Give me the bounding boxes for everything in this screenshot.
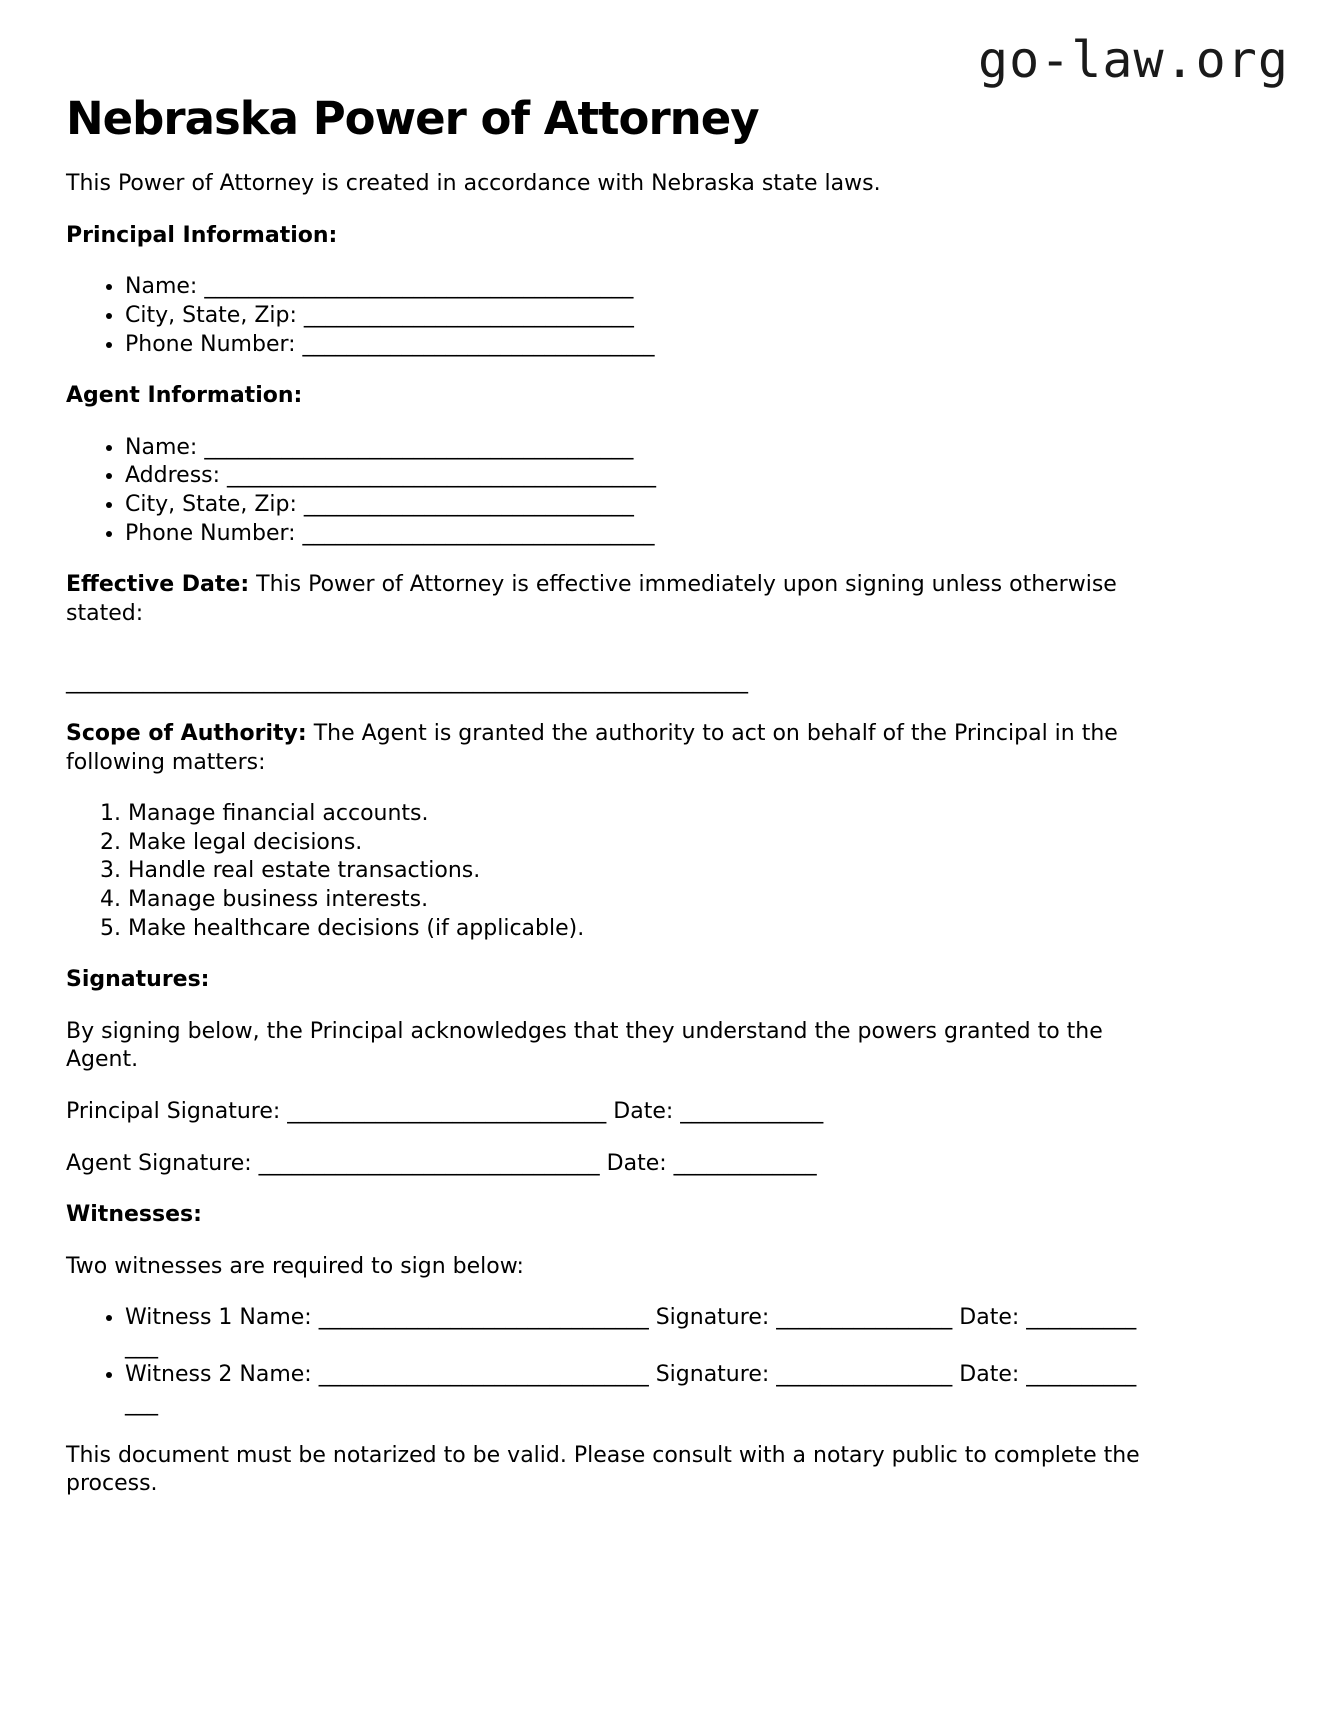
witness-date-blank: _____________ [125,1362,1137,1417]
scope-label: Scope of Authority: [66,720,307,746]
field-label: Name: [125,274,198,300]
blank-line: _______________________________________ [204,434,634,460]
scope-item-real-estate: 3. Handle real estate transactions. [128,857,1146,886]
principal-info-heading: Principal Information: [66,222,338,248]
field-label: Phone Number: [125,331,296,357]
principal-signature-label: Principal Signature: [66,1098,281,1124]
witness-signature-label: Signature: [655,1362,770,1388]
scope-item-legal: 2. Make legal decisions. [128,829,1146,858]
blank-line: _______________________________________ [204,274,634,300]
notarization-notice: This document must be notarized to be valid. Please consult with a notary public to complete the process. [66,1442,1140,1497]
principal-city-state-zip-field [125,302,1146,331]
witnesses-list [66,1304,1146,1418]
document-title: Nebraska Power of Attorney [66,91,759,145]
scope-text: The Agent is granted the authority to act on behalf of the Principal in the following matters: [66,720,1118,775]
blank-line: ______________________________________________________________ [66,669,748,695]
witness-signature-blank: ________________ [776,1305,953,1331]
field-label: City, State, Zip: [125,303,297,329]
scope-authority-list [66,800,1146,943]
witnesses-heading: Witnesses: [66,1202,202,1228]
principal-phone-field [125,331,1146,360]
agent-phone-field [125,520,1146,549]
site-logo: go-law.org [977,31,1289,89]
witness-name-blank: ______________________________ [318,1362,649,1388]
signature-blank-line: _______________________________ [258,1150,600,1176]
signature-blank-line: _____________________________ [287,1098,607,1124]
agent-name-field [125,434,1146,463]
witness-signature-label: Signature: [655,1305,770,1331]
agent-signature-label: Agent Signature: [66,1150,252,1176]
agent-address-field [125,462,1146,491]
blank-line: _______________________________________ [227,463,657,489]
witness-2-row [125,1361,1146,1418]
agent-info-heading: Agent Information: [66,383,303,409]
date-blank-line: _____________ [680,1098,824,1124]
date-label: Date: [613,1098,674,1124]
document-content [66,170,1146,1499]
field-label: Address: [125,463,221,489]
agent-city-state-zip-field [125,491,1146,520]
witness-name-label: Witness 1 Name: [125,1305,312,1331]
intro-text: This Power of Attorney is created in accordance with Nebraska state laws. [66,171,881,197]
effective-date-blank-line [66,668,1146,697]
effective-date-label: Effective Date: [66,572,250,598]
principal-name-field [125,273,1146,302]
date-label: Date: [606,1150,667,1176]
blank-line: ______________________________ [303,492,634,517]
signatures-text: By signing below, the Principal acknowledges that they understand the powers granted to the Agent. [66,1018,1103,1073]
witness-date-blank: _____________ [125,1305,1137,1359]
date-blank-line: _____________ [673,1150,817,1176]
blank-line: ________________________________ [302,520,655,546]
effective-date-paragraph [66,571,1146,628]
principal-fields-list [66,273,1146,359]
date-label: Date: [959,1305,1020,1331]
blank-line: ______________________________ [303,303,634,329]
witness-1-row [125,1304,1146,1361]
witness-name-blank: ______________________________ [318,1305,649,1331]
witnesses-text: Two witnesses are required to sign below: [66,1253,524,1279]
scope-item-financial: 1. Manage financial accounts. [128,800,1146,829]
signatures-heading: Signatures: [66,967,210,993]
scope-paragraph [66,720,1146,777]
field-label: Phone Number: [125,520,296,546]
effective-date-text: This Power of Attorney is effective immediately upon signing unless otherwise stated: [66,572,1117,626]
scope-item-healthcare: 5. Make healthcare decisions (if applicable). [128,915,1146,944]
field-label: Name: [125,434,198,460]
agent-fields-list [66,434,1146,548]
witness-signature-blank: ________________ [776,1362,953,1388]
date-label: Date: [959,1362,1020,1388]
field-label: City, State, Zip: [125,492,297,517]
scope-item-business: 4. Manage business interests. [128,886,1146,915]
blank-line: ________________________________ [302,331,655,357]
agent-signature-row [66,1150,1146,1179]
principal-signature-row [66,1098,1146,1127]
witness-name-label: Witness 2 Name: [125,1362,312,1388]
